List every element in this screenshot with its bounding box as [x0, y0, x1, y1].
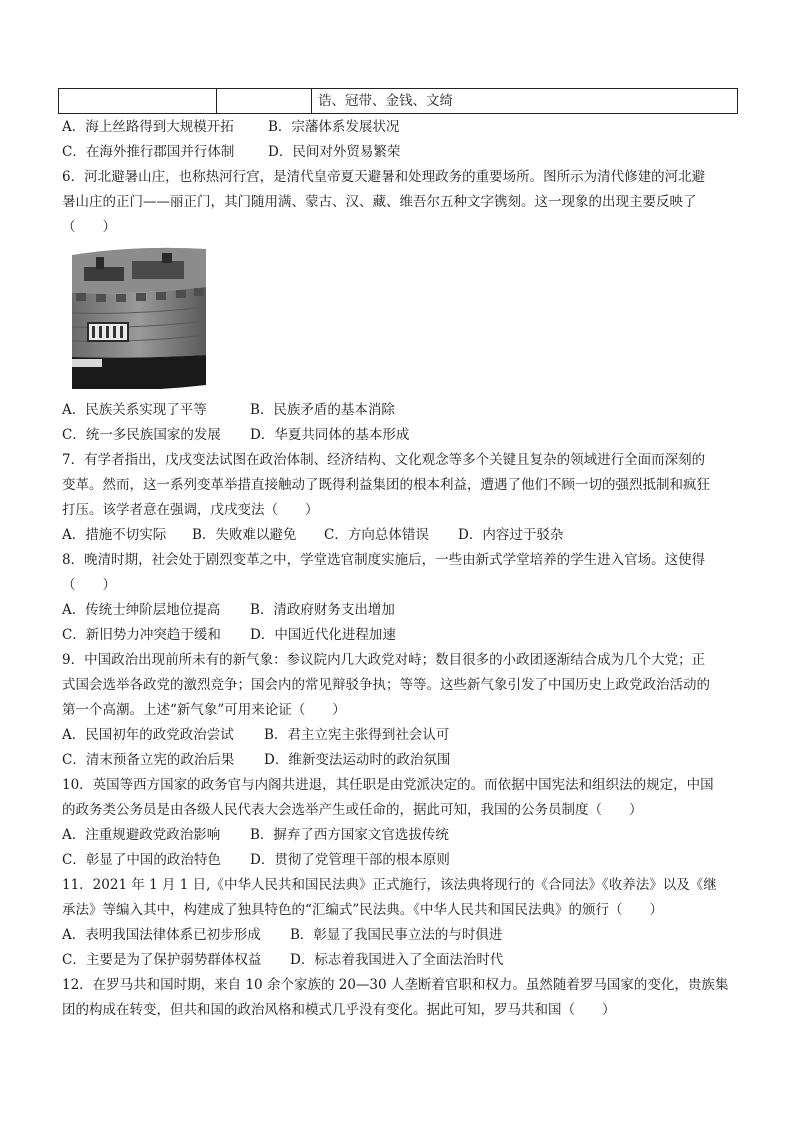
q9-options-row-1	[62, 723, 738, 748]
q7-option-b[interactable]: B．失败难以避免	[192, 527, 297, 543]
q8-stem-line-1: 8．晚清时期，社会处于剧烈变革之中，学堂选官制度实施后，一些由新式学堂培养的学生进入官场。这使得	[62, 552, 706, 568]
q9-option-c[interactable]: C．清末预备立宪的政治后果	[62, 752, 235, 768]
q7-option-d[interactable]: D．内容过于驳杂	[458, 527, 564, 543]
lizheng-gate-photo	[66, 247, 206, 389]
q9-option-a[interactable]: A．民国初年的政党政治尝试	[62, 727, 234, 743]
q11-option-a[interactable]: A．表明我国法律体系已初步形成	[62, 927, 261, 943]
q11-options-row-2	[62, 948, 738, 973]
q10-option-d[interactable]: D．贯彻了党管理干部的根本原则	[250, 852, 450, 868]
q8-option-c[interactable]: C．新旧势力冲突趋于缓和	[62, 627, 221, 643]
gate-photo-drawing	[66, 247, 206, 389]
q11-stem-line-2: 承法》等编入其中，构建成了独具特色的“汇编式”民法典。《中华人民共和国民法典》的颁行（ ）	[62, 902, 664, 918]
q10-option-a[interactable]: A．注重规避政党政治影响	[62, 827, 221, 843]
q7-option-c[interactable]: C．方向总体错误	[324, 527, 429, 543]
table-cell-1	[59, 89, 217, 114]
q7-stem-line-3: 打压。该学者意在强调，戊戌变法（ ）	[62, 502, 319, 518]
q7-stem-line-1: 7．有学者指出，戊戌变法试图在政治体制、经济结构、文化观念等多个关键且复杂的领域进行全面而深刻的	[62, 452, 706, 468]
q5-options-row-1	[62, 115, 738, 140]
q7-stem-line-2: 变革。然而，这一系列变革举措直接触动了既得利益集团的根本利益，遭遇了他们不顾一切的强烈抵制和疯狂	[62, 477, 710, 493]
q10-stem-line-2: 的政务类公务员是由各级人民代表大会选举产生或任命的，据此可知，我国的公务员制度（ ）	[62, 802, 643, 818]
q6-stem-line-2: 暑山庄的正门——丽正门，其门随用满、蒙古、汉、藏、维吾尔五种文字镌刻。这一现象的出现主要反映了	[62, 194, 697, 210]
q5-option-d[interactable]: D．民间对外贸易繁荣	[268, 144, 401, 160]
q6-option-b[interactable]: B．民族矛盾的基本消除	[250, 402, 395, 418]
table-cell-2	[217, 89, 312, 114]
q8-option-a[interactable]: A．传统士绅阶层地位提高	[62, 602, 221, 618]
q11-stem-line-1: 11．2021 年 1 月 1 日,《中华人民共和国民法典》正式施行，该法典将现行的《合同法》《收养法》以及《继	[62, 877, 717, 893]
table-row	[59, 89, 738, 114]
q8-options-row-2	[62, 623, 738, 648]
q11-options-row-1	[62, 923, 738, 948]
q10-option-b[interactable]: B．摒弃了西方国家文官选拔传统	[250, 827, 449, 843]
q12-stem-line-2: 团的构成在转变，但共和国的政治风格和模式几乎没有变化。据此可知，罗马共和国（ ）	[62, 1002, 616, 1018]
q5-option-b[interactable]: B．宗藩体系发展状况	[268, 119, 400, 135]
q6-option-a[interactable]: A．民族关系实现了平等	[62, 402, 207, 418]
q6-option-c[interactable]: C．统一多民族国家的发展	[62, 427, 221, 443]
q10-options-row-1	[62, 823, 738, 848]
q11-option-b[interactable]: B．彰显了我国民事立法的与时俱进	[290, 927, 503, 943]
q8-stem-line-2: （ ）	[62, 577, 116, 593]
q9-stem-line-2: 式国会选举各政党的激烈竞争；国会内的常见辩驳争执；等等。这些新气象引发了中国历史上政党政治活动的	[62, 677, 710, 693]
q9-options-row-2	[62, 748, 738, 773]
q5-options-row-2	[62, 140, 738, 165]
q9-option-b[interactable]: B．君主立宪主张得到社会认可	[264, 727, 450, 743]
q10-stem-line-1: 10．英国等西方国家的政务官与内阁共进退，其任职是由党派决定的。而依据中国宪法和组织法的规定，中国	[62, 777, 714, 793]
q6-options-row-1	[62, 398, 738, 423]
q11-option-d[interactable]: D．标志着我国进入了全面法治时代	[290, 952, 504, 968]
answer-table	[58, 88, 738, 114]
q9-stem-line-1: 9．中国政治出现前所未有的新气象：参议院内几大政党对峙；数目很多的小政团逐渐结合成为几个大党；正	[62, 652, 706, 668]
q6-stem-line-3: （ ）	[62, 219, 116, 235]
q5-option-a[interactable]: A．海上丝路得到大规模开拓	[62, 119, 234, 135]
q7-options-row	[62, 523, 738, 548]
q9-option-d[interactable]: D．维新变法运动时的政治氛围	[264, 752, 451, 768]
q10-options-row-2	[62, 848, 738, 873]
q7-option-a[interactable]: A．措施不切实际	[62, 527, 167, 543]
q9-stem-line-3: 第一个高潮。上述“新气象”可用来论证（ ）	[62, 702, 346, 718]
q8-options-row-1	[62, 598, 738, 623]
q8-option-b[interactable]: B．清政府财务支出增加	[250, 602, 395, 618]
q6-options-row-2	[62, 423, 738, 448]
q6-stem-line-1: 6．河北避暑山庄，也称热河行宫，是清代皇帝夏天避暑和处理政务的重要场所。图所示为清代修建的河北避	[62, 169, 706, 185]
q5-option-c[interactable]: C．在海外推行郡国并行体制	[62, 144, 235, 160]
question-content	[62, 115, 738, 1023]
q10-option-c[interactable]: C．彰显了中国的政治特色	[62, 852, 221, 868]
q11-option-c[interactable]: C．主要是为了保护弱势群体权益	[62, 952, 262, 968]
q6-option-d[interactable]: D．华夏共同体的基本形成	[250, 427, 410, 443]
q8-option-d[interactable]: D．中国近代化进程加速	[250, 627, 396, 643]
table-cell-3: 诰、冠带、金钱、文绮	[312, 89, 738, 114]
q12-stem-line-1: 12．在罗马共和国时期，来自 10 余个家族的 20—30 人垄断着官职和权力。虽然随着罗马国家的变化，贵族集	[62, 977, 729, 993]
